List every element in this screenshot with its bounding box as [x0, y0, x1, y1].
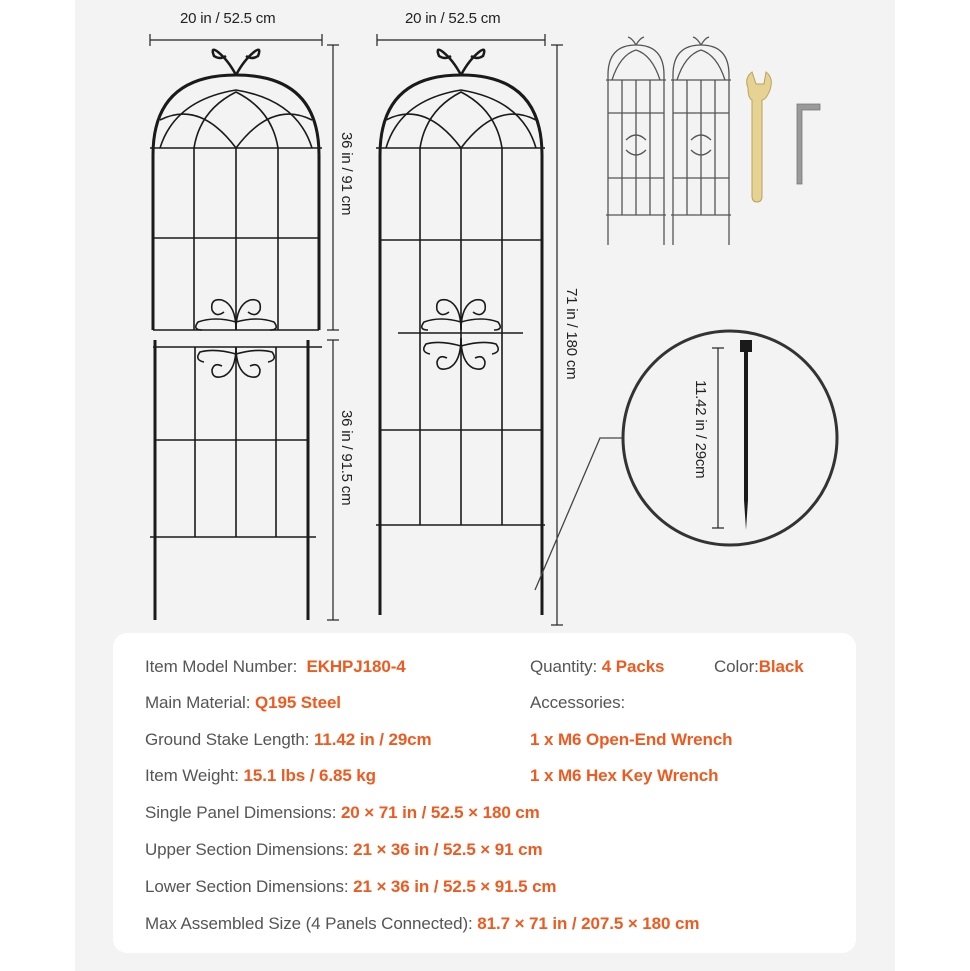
thumbnail-trellis-left: [606, 37, 666, 245]
spec-stake: Ground Stake Length: 11.42 in / 29cm: [145, 730, 432, 749]
spec-upper-section: Upper Section Dimensions: 21 × 36 in / 52.5 × 91 cm: [145, 840, 543, 859]
spec-card: [113, 633, 856, 953]
trellis-left: [150, 50, 322, 620]
upper-height-label: 36 in / 91 cm: [338, 132, 355, 216]
width-label-right: 20 in / 52.5 cm: [405, 10, 501, 27]
spec-accessories-label: Accessories:: [530, 693, 626, 712]
open-end-wrench-icon: [747, 72, 772, 202]
width-dimension-line-right: [377, 34, 545, 46]
spec-accessory-wrench: 1 x M6 Open-End Wrench: [530, 730, 733, 749]
spec-color: Color:Black: [714, 657, 804, 676]
hex-key-icon: [797, 104, 820, 184]
width-dimension-line-left: [150, 34, 322, 46]
total-height-label: 71 in / 180 cm: [563, 288, 580, 380]
zoom-pointer-line: [535, 438, 628, 590]
trellis-right: [376, 50, 545, 615]
spec-single-panel: Single Panel Dimensions: 20 × 71 in / 52.5 × 180 cm: [145, 803, 540, 822]
spec-model: Item Model Number: EKHPJ180-4: [145, 657, 406, 676]
stake-length-label: 11.42 in / 29cm: [692, 380, 709, 479]
spec-max-size: Max Assembled Size (4 Panels Connected): 81.7 × 71 in / 207.5 × 180 cm: [145, 914, 700, 933]
thumbnail-trellis-right: [671, 37, 731, 245]
spec-material: Main Material: Q195 Steel: [145, 693, 341, 712]
spec-accessory-hex-key: 1 x M6 Hex Key Wrench: [530, 766, 719, 785]
lower-height-label: 36 in / 91.5 cm: [338, 410, 355, 506]
spec-lower-section: Lower Section Dimensions: 21 × 36 in / 52.5 × 91.5 cm: [145, 877, 557, 896]
spec-weight: Item Weight: 15.1 lbs / 6.85 kg: [145, 766, 376, 785]
spec-quantity: Quantity: 4 Packs: [530, 657, 665, 676]
stake-zoom-circle: [623, 331, 837, 545]
width-label-left: 20 in / 52.5 cm: [180, 10, 276, 27]
